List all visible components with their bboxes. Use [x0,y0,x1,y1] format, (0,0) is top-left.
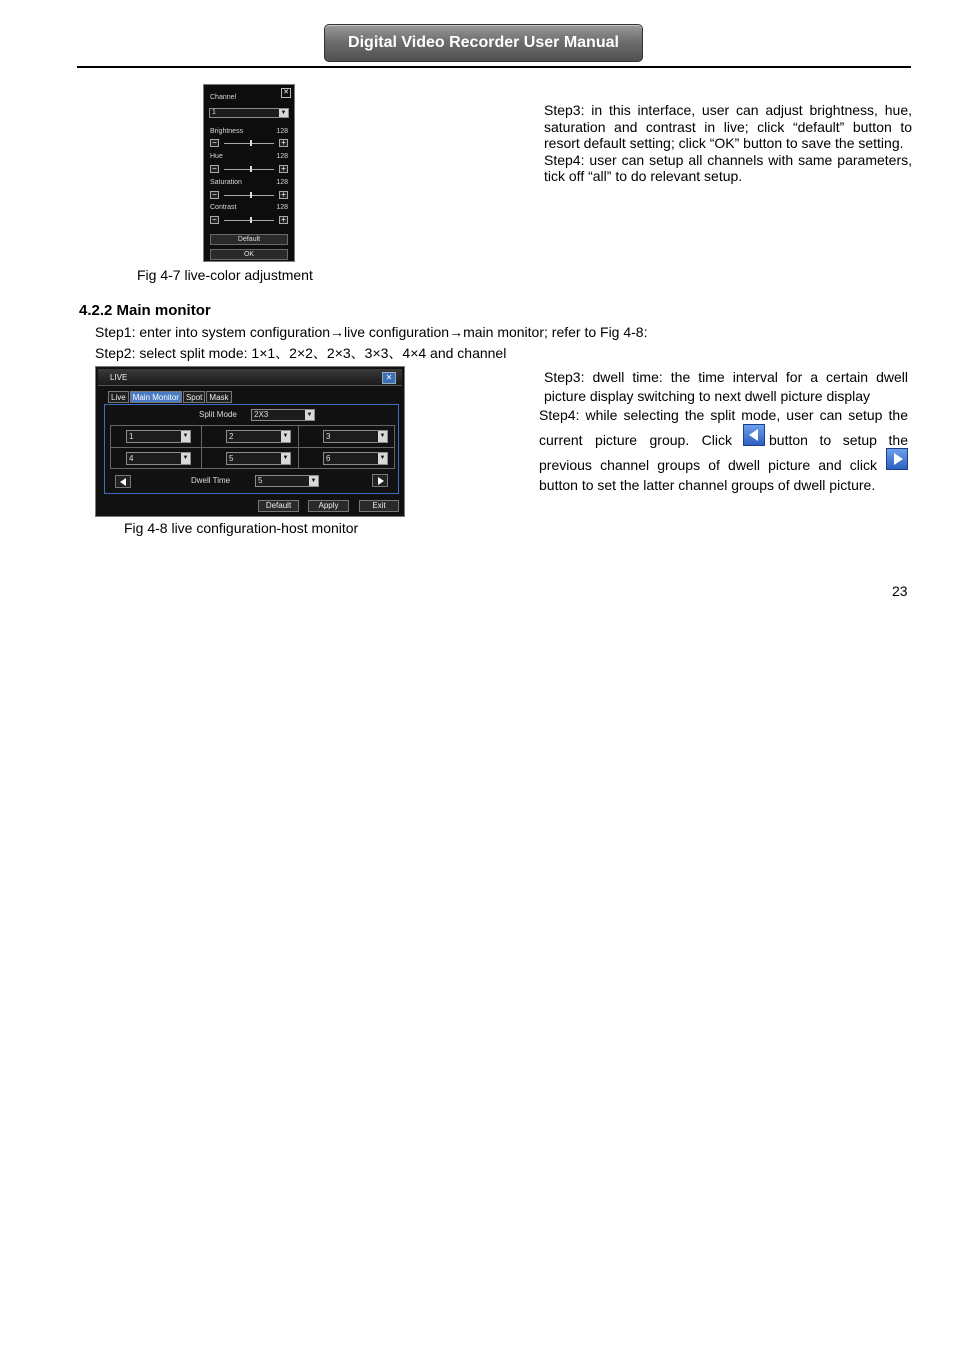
slider-thumb[interactable] [250,217,252,223]
minus-icon[interactable]: − [210,139,219,147]
tab-mask[interactable]: Mask [206,391,231,403]
channel-select-1[interactable] [126,430,191,443]
chevron-down-icon: ▼ [306,412,313,418]
step4-split-line2b: button to setup the [769,432,908,448]
default-button[interactable]: Default [210,234,288,245]
close-icon[interactable]: ✕ [281,88,291,98]
brightness-value: 128 [276,128,288,135]
plus-icon[interactable]: + [279,216,288,224]
channel-label: Channel [210,94,237,101]
channel-select-value: 1 [212,109,216,116]
slider-thumb[interactable] [250,192,252,198]
header-divider [77,66,911,68]
channel-value: 3 [326,432,331,441]
fig-4-7-caption: Fig 4-7 live-color adjustment [137,267,313,283]
section-step1: Step1: enter into system configuration→live configuration→main monitor; refer to Fig 4-8: [95,324,648,340]
tab-bar [108,391,233,403]
channel-select-5[interactable] [226,452,291,465]
contrast-value: 128 [276,204,288,211]
step4-split-line1: Step4: while selecting the split mode, user can setup the [539,407,908,423]
plus-icon[interactable]: + [279,139,288,147]
main-monitor-panel [104,404,399,494]
next-button-icon [886,448,908,470]
chevron-down-icon: ▼ [310,478,317,484]
channel-select[interactable] [209,108,289,118]
saturation-value: 128 [276,179,288,186]
channel-value: 2 [229,432,234,441]
split-mode-label: Split Mode [199,410,237,419]
live-config-dialog [95,366,405,517]
channel-value: 5 [229,454,234,463]
page-number: 23 [892,583,908,599]
dialog-title: LIVE [110,373,128,382]
brightness-slider[interactable] [210,139,288,148]
hue-value: 128 [276,153,288,160]
color-adjustment-dialog [203,84,295,262]
slider-thumb[interactable] [250,166,252,172]
apply-button[interactable]: Apply [308,500,349,512]
manual-title-banner: Digital Video Recorder User Manual [324,24,643,62]
minus-icon[interactable]: − [210,216,219,224]
plus-icon[interactable]: + [279,165,288,173]
section-step2: Step2: select split mode: 1×1、2×2、2×3、3×3、4×4 and channel [95,345,507,361]
chevron-down-icon: ▼ [280,110,287,116]
steps-color-text [544,102,912,185]
step3-color-paragraph: Step3: in this interface, user can adjust brightness, hue, saturation and contrast in live; click “default” button to resort default setting; click “OK” button to save the setting. [544,102,912,151]
previous-group-arrow-icon[interactable] [115,475,131,488]
channel-select-6[interactable] [323,452,388,465]
minus-icon[interactable]: − [210,191,219,199]
slider-track [224,195,274,196]
saturation-slider[interactable] [210,191,288,200]
split-mode-value: 2X3 [254,410,269,419]
chevron-down-icon: ▼ [378,453,387,464]
plus-icon[interactable]: + [279,191,288,199]
slider-track [224,220,274,221]
tab-spot[interactable]: Spot [183,391,205,403]
step3-dwell-line2: picture display switching to next dwell picture display [544,388,871,404]
dialog-titlebar [98,369,402,386]
step4-color-paragraph: Step4: user can setup all channels with same parameters, tick off “all” to do relevant setup. [544,151,912,184]
previous-button-icon [743,424,765,446]
chevron-down-icon: ▼ [181,431,190,442]
channel-select-4[interactable] [126,452,191,465]
chevron-down-icon: ▼ [281,431,290,442]
brightness-label: Brightness [210,128,244,135]
close-icon[interactable]: ✕ [382,372,396,384]
exit-button[interactable]: Exit [359,500,399,512]
step3-dwell-line1: Step3: dwell time: the time interval for a certain dwell [544,369,908,385]
section-heading: 4.2.2 Main monitor [79,302,211,319]
chevron-down-icon: ▼ [181,453,190,464]
saturation-label: Saturation [210,179,242,186]
chevron-down-icon: ▼ [281,453,290,464]
channel-select-3[interactable] [323,430,388,443]
tab-main-monitor[interactable]: Main Monitor [130,391,182,403]
hue-label: Hue [210,153,223,160]
channel-value: 6 [326,454,331,463]
default-button[interactable]: Default [258,500,299,512]
split-mode-select[interactable] [251,409,315,421]
next-group-arrow-icon[interactable] [372,474,388,487]
minus-icon[interactable]: − [210,165,219,173]
dwell-time-label: Dwell Time [191,476,231,485]
tab-live[interactable]: Live [108,391,129,403]
dwell-time-select[interactable] [255,475,319,487]
step4-split-line4: button to set the latter channel groups of dwell picture. [539,477,876,493]
slider-track [224,143,274,144]
chevron-down-icon: ▼ [378,431,387,442]
hue-slider[interactable] [210,165,288,174]
channel-value: 4 [129,454,134,463]
slider-track [224,169,274,170]
step4-split-line3: previous channel groups of dwell picture and click [539,457,877,473]
channel-value: 1 [129,432,134,441]
ok-button[interactable]: OK [210,249,288,260]
channel-select-2[interactable] [226,430,291,443]
contrast-label: Contrast [210,204,237,211]
fig-4-8-caption: Fig 4-8 live configuration-host monitor [124,520,359,536]
contrast-slider[interactable] [210,216,288,225]
channel-grid [110,425,395,469]
slider-thumb[interactable] [250,140,252,146]
dwell-time-value: 5 [258,476,263,485]
step4-split-line2a: current picture group. Click [539,432,732,448]
